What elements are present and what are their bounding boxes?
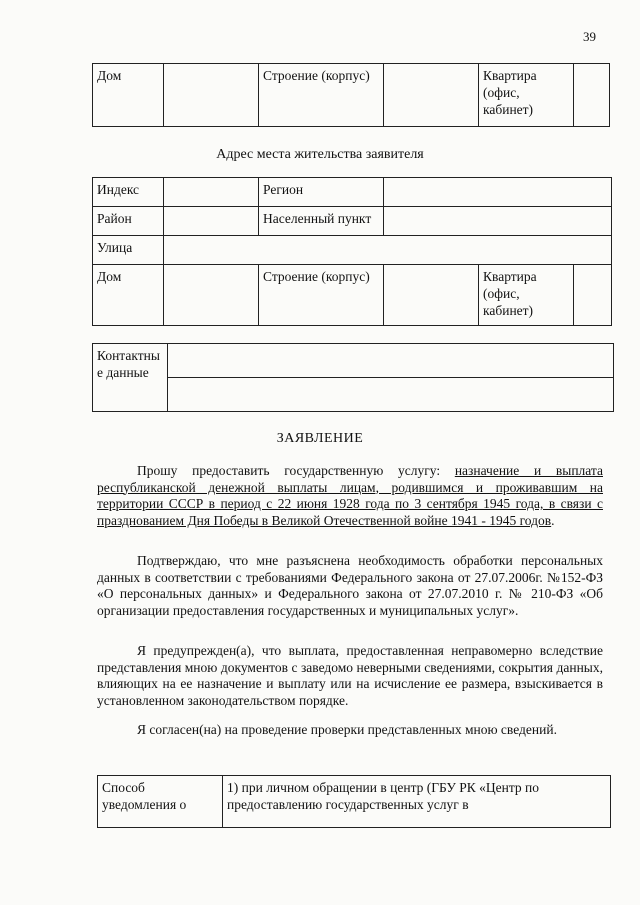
cell-stroenie2-value xyxy=(384,265,479,326)
cell-ulitsa-value xyxy=(164,236,612,265)
cell-index: Индекс xyxy=(93,178,164,207)
cell-kvartira-value xyxy=(574,64,610,127)
residence-address-table xyxy=(92,177,612,326)
contacts-table xyxy=(92,343,614,412)
cell-region: Регион xyxy=(259,178,384,207)
cell-kvartira2-value xyxy=(574,265,612,326)
request-lead: Прошу предоставить государственную услугу: xyxy=(137,463,455,478)
cell-notification-label: Способ уведомления о xyxy=(98,776,223,828)
cell-nas-punkt: Населенный пункт xyxy=(259,207,384,236)
cell-ulitsa: Улица xyxy=(93,236,164,265)
request-service: назначение и выплата республиканской денежной выплаты лицам, родившимся и проживавшим на территории СССР в период с 22 июня 1928 года по 3 сентября 1945 года, в связи с празднованием Дня Победы в Великой Отечественной войне 1941 - 1945 годов xyxy=(97,463,603,528)
cell-notification-option: 1) при личном обращении в центр (ГБУ РК «Центр по предоставлению государственных услуг в xyxy=(223,776,611,828)
paragraph-warning: Я предупрежден(а), что выплата, предоставленная неправомерно вследствие представления мною документов с заведомо неверными сведениями, сокрытия данных, влияющих на ее назначение и выплату или на исчисление ее размера, взыскивается в установленном законодательством порядке. xyxy=(97,643,603,708)
paragraph-consent: Подтверждаю, что мне разъяснена необходимость обработки персональных данных в соответствии с требованиями Федерального закона от 27.07.2006г. №152-ФЗ «О персональных данных» и Федерального закона от 27.07.2010 г. № 210-ФЗ «Об организации предоставления государственных и муниципальных услуг». xyxy=(97,553,603,618)
cell-kvartira: Квартира (офис, кабинет) xyxy=(479,64,574,127)
paragraph-request xyxy=(97,463,603,529)
cell-dom-value xyxy=(164,64,259,127)
cell-rayon-value xyxy=(164,207,259,236)
cell-index-value xyxy=(164,178,259,207)
cell-stroenie: Строение (корпус) xyxy=(259,64,384,127)
cell-region-value xyxy=(384,178,612,207)
cell-stroenie2: Строение (корпус) xyxy=(259,265,384,326)
cell-contacts-value-1 xyxy=(168,344,614,378)
page-number: 39 xyxy=(583,29,596,44)
cell-dom2-value xyxy=(164,265,259,326)
address-caption: Адрес места жительства заявителя xyxy=(216,147,424,162)
cell-rayon: Район xyxy=(93,207,164,236)
cell-contacts-label: Контактные данные xyxy=(93,344,168,412)
cell-dom: Дом xyxy=(93,64,164,127)
notification-table xyxy=(97,775,611,828)
cell-contacts-value-2 xyxy=(168,378,614,412)
cell-nas-punkt-value xyxy=(384,207,612,236)
cell-stroenie-value xyxy=(384,64,479,127)
request-end: . xyxy=(551,512,555,528)
paragraph-verification: Я согласен(на) на проведение проверки представленных мною сведений. xyxy=(137,722,557,737)
cell-kvartira2: Квартира (офис, кабинет) xyxy=(479,265,574,326)
address-table-top xyxy=(92,63,610,127)
statement-title: ЗАЯВЛЕНИЕ xyxy=(276,431,364,446)
cell-dom2: Дом xyxy=(93,265,164,326)
